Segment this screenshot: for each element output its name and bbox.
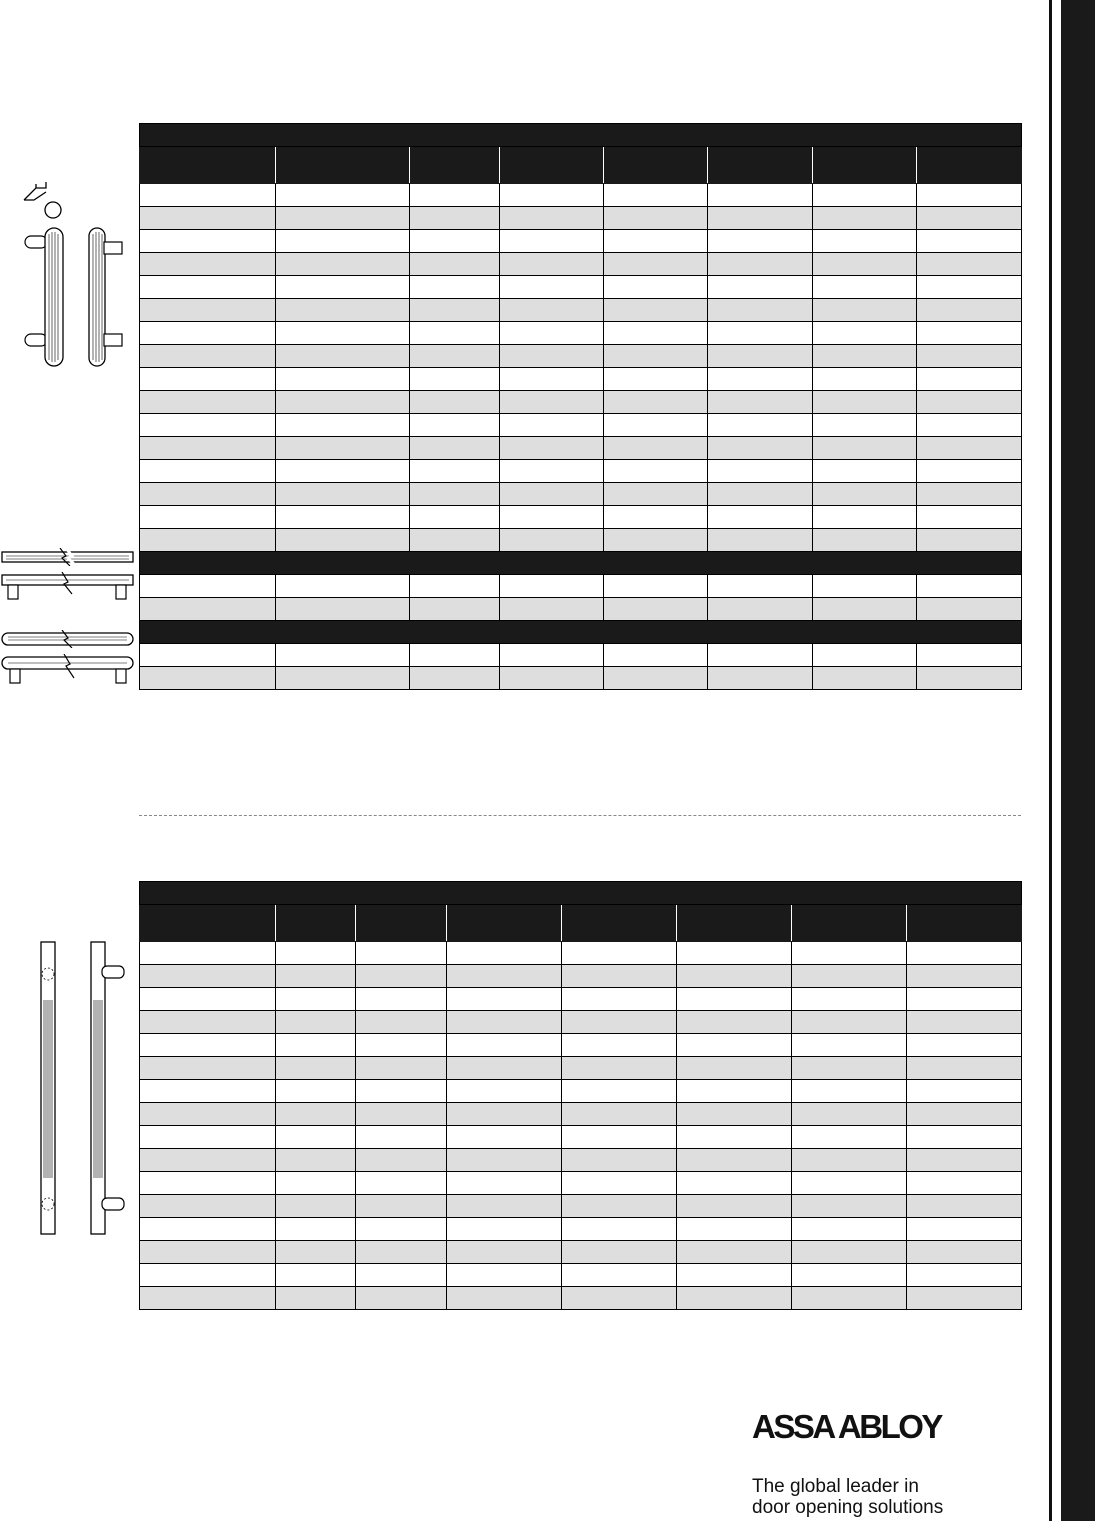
table-row: [140, 1264, 1022, 1287]
table-title-band: [140, 882, 1022, 905]
table-section-band: [140, 552, 1022, 575]
table-row: [140, 598, 1022, 621]
table-row: [140, 483, 1022, 506]
table-row: [140, 299, 1022, 322]
table-row: [140, 1057, 1022, 1080]
table-row: [140, 1172, 1022, 1195]
table-row: [140, 391, 1022, 414]
table-row: [140, 1287, 1022, 1310]
table-row: [140, 667, 1022, 690]
table-row: [140, 437, 1022, 460]
offset-pull-handle-profile-icon: [20, 180, 70, 222]
table-row: [140, 1126, 1022, 1149]
straight-pull-handle-front-icon: [38, 940, 58, 1236]
table-row: [140, 1080, 1022, 1103]
table-header-row: [140, 147, 1022, 184]
long-bar-handle-top-icon: [0, 548, 136, 566]
table-row: [140, 230, 1022, 253]
table-row: [140, 322, 1022, 345]
table-row: [140, 1241, 1022, 1264]
table-row: [140, 414, 1022, 437]
section-divider: [139, 815, 1021, 816]
table-row: [140, 575, 1022, 598]
long-round-bar-handle-side-icon: [0, 654, 136, 686]
table-row: [140, 1149, 1022, 1172]
product-table-offset-handles: [139, 123, 1022, 690]
table-section-band: [140, 621, 1022, 644]
table-row: [140, 965, 1022, 988]
table-row: [140, 460, 1022, 483]
page-edge-tab: [1061, 0, 1095, 1521]
table-title-band: [140, 124, 1022, 147]
table-row: [140, 1218, 1022, 1241]
straight-pull-handle-side-icon: [88, 940, 128, 1236]
table-row: [140, 529, 1022, 552]
page-edge-rule: [1049, 0, 1052, 1521]
table-row: [140, 506, 1022, 529]
table-row: [140, 207, 1022, 230]
brand-tagline-line-2: door opening solutions: [752, 1497, 944, 1518]
brand-tagline: [752, 1476, 943, 1518]
table-row: [140, 276, 1022, 299]
table-row: [140, 184, 1022, 207]
table-row: [140, 1103, 1022, 1126]
brand-tagline-line-1: The global leader in: [752, 1476, 919, 1497]
offset-pull-handle-side-icon: [86, 226, 128, 368]
table-row: [140, 942, 1022, 965]
long-bar-handle-side-icon: [0, 572, 136, 602]
table-row: [140, 345, 1022, 368]
table-row: [140, 253, 1022, 276]
table-row: [140, 1011, 1022, 1034]
table-row: [140, 988, 1022, 1011]
table-row: [140, 1195, 1022, 1218]
product-table-straight-handles: [139, 881, 1022, 1310]
table-header-row: [140, 905, 1022, 942]
long-round-bar-handle-top-icon: [0, 630, 136, 648]
table-row: [140, 644, 1022, 667]
brand-logo: ASSA ABLOY: [752, 1408, 941, 1445]
offset-pull-handle-front-icon: [20, 226, 72, 368]
table-row: [140, 1034, 1022, 1057]
table-row: [140, 368, 1022, 391]
